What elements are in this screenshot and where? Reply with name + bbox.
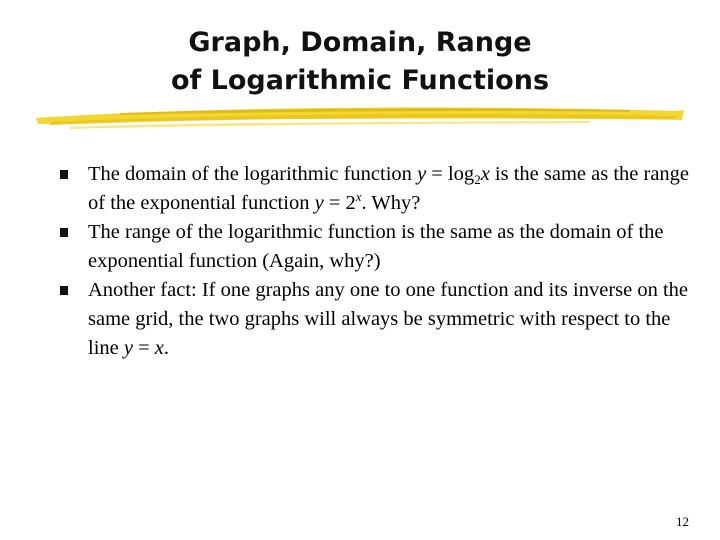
bullet-square-icon (60, 228, 68, 237)
title-line-1: Graph, Domain, Range (188, 27, 532, 58)
bullet-square-icon (60, 170, 68, 179)
bullet-list (58, 160, 698, 363)
slide-title (0, 24, 720, 100)
bullet-square-icon (60, 286, 68, 295)
bullet-item-symmetry: Another fact: If one graphs any one to one function and its inverse on the same grid, the two graphs will always be symmetric with respect to the line y = x. (58, 276, 698, 363)
page-number: 12 (676, 514, 689, 529)
bullet-item-domain: The domain of the logarithmic function $y = \log_2x$ is the same as the range of the exponential function $y = 2^x$. Why? (58, 160, 698, 218)
title-underline-brushstroke (30, 96, 690, 136)
title-line-2: of Logarithmic Functions (170, 65, 550, 96)
bullet-item-range: The range of the logarithmic function is the same as the domain of the exponential function (Again, why?) (58, 218, 698, 276)
